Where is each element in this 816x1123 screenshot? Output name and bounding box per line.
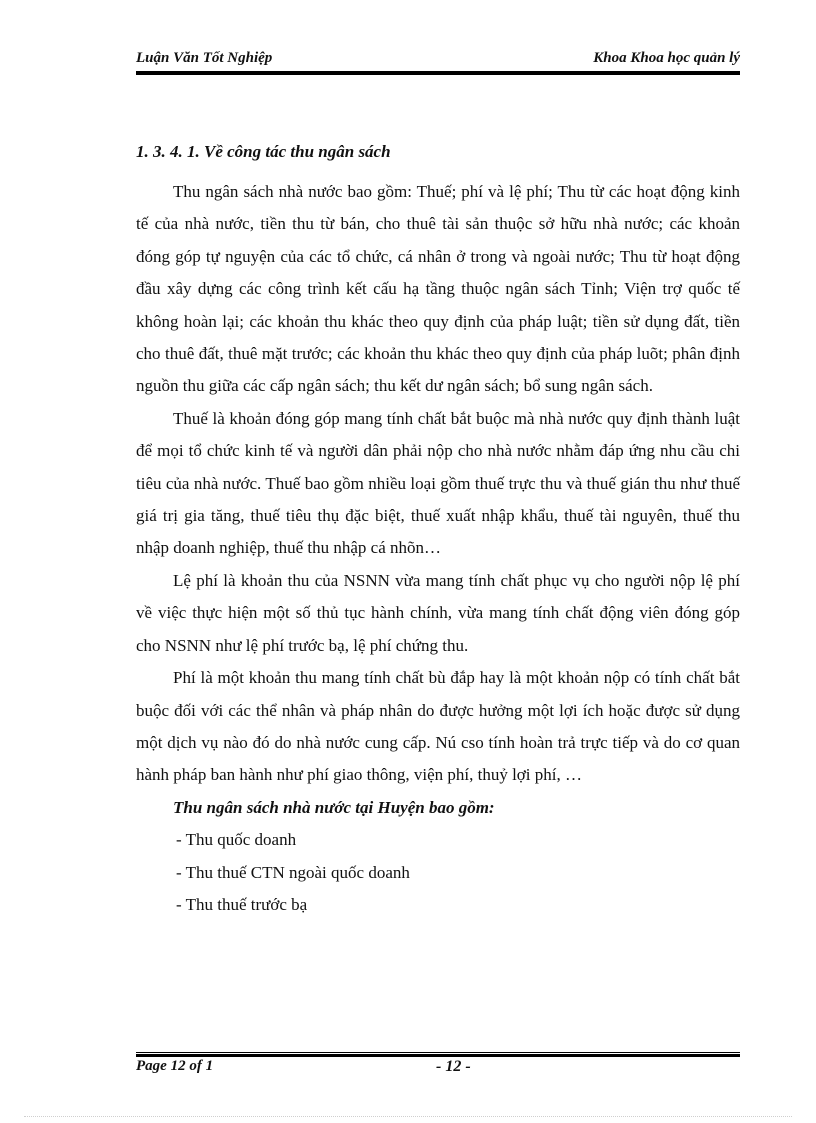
list-item: - Thu thuế trước bạ [176,894,308,914]
footer-page-label: Page 12 of 1 [136,1058,214,1074]
paragraph-tax: Thuế là khoản đóng góp mang tính chất bắt buộc mà nhà nước quy định thành luật để mọi tổ chức kinh tế và người dân phải nộp cho nhà nước nhằm đáp ứng nhu cầu chi tiêu của nhà nước. Thuế bao gồm nhiều loại gồm thuế trực thu và thuế gián thu như thuế giá trị gia tăng, thuế tiêu thụ đặc biệt, thuế xuất nhập khẩu, thuế tài nguyên, thuế thu nhập doanh nghiệp, thuế thu nhập cá nhõn… [136,408,740,558]
list-item: - Thu quốc doanh [176,830,297,850]
footer-rule [136,1052,740,1057]
paragraph-revenue-overview: Thu ngân sách nhà nước bao gồm: Thuế; phí và lệ phí; Thu từ các hoạt động kinh tế của nhà nước, tiền thu từ bán, cho thuê tài sản thuộc sở hữu nhà nước; các khoản đóng góp tự nguyện của các tổ chức, cá nhân ở trong và ngoài nước; Thu từ hoạt động đầu xây dựng các công trình kết cấu hạ tầng thuộc ngân sách Tỉnh; Viện trợ quốc tế không hoàn lại; các khoản thu khác theo quy định của pháp luật; tiền sử dụng đất, tiền cho thuê đất, thuê mặt trước; các khoản thu khác theo quy định của pháp luõt; phân định nguồn thu giữa các cấp ngân sách; thu kết dư ngân sách; bổ sung ngân sách. [136,182,740,396]
page-header [136,50,740,70]
paragraph-fees: Lệ phí là khoản thu của NSNN vừa mang tính chất phục vụ cho người nộp lệ phí về việc thực hiện một số thủ tục hành chính, vừa mang tính chất động viên đóng góp cho NSNN như lệ phí trước bạ, lệ phí chứng thu. [136,570,740,655]
header-rule [136,71,740,75]
document-body [136,140,740,921]
page-footer [136,1058,740,1078]
header-thesis-title: Luận Văn Tốt Nghiệp [136,50,273,66]
paragraph-charges: Phí là một khoản thu mang tính chất bù đắp hay là một khoản nộp có tính chất bắt buộc đối với các thể nhân và pháp nhân do được hưởng một lợi ích hoặc được sử dụng một dịch vụ nào đó do nhà nước cung cấp. Nú cso tính hoàn trả trực tiếp và do cơ quan hành pháp ban hành như phí giao thông, viện phí, thuỷ lợi phí, … [136,668,740,785]
footer-page-number: - 12 - [436,1058,471,1075]
list-item: - Thu thuế CTN ngoài quốc doanh [176,862,410,882]
section-title: 1. 3. 4. 1. Về công tác thu ngân sách [136,142,391,161]
subheading-district-revenue: Thu ngân sách nhà nước tại Huyện bao gồm: [173,797,495,817]
header-faculty-name: Khoa Khoa học quản lý [593,50,740,66]
page-edge-divider [24,1116,792,1117]
